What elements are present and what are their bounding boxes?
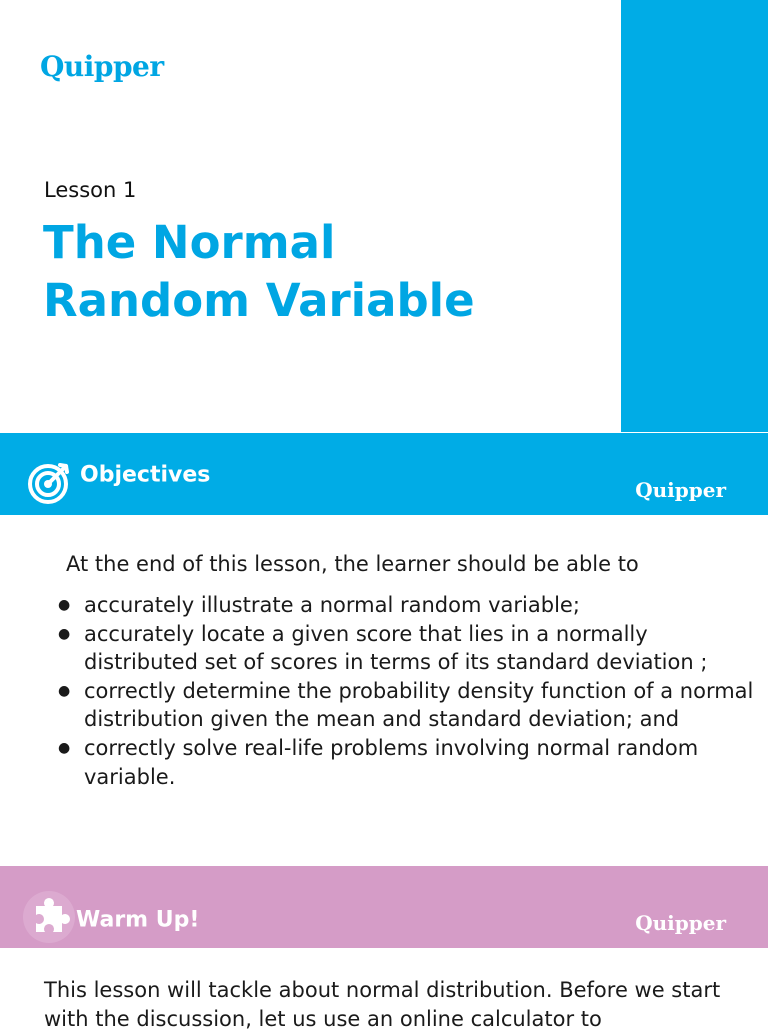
- warmup-banner: [0, 866, 768, 948]
- objectives-banner: [0, 433, 768, 515]
- objectives-list: [58, 591, 758, 791]
- quipper-logo: Quipper: [40, 50, 164, 83]
- puzzle-icon: [22, 890, 76, 944]
- list-item: ● accurately illustrate a normal random variable;: [58, 591, 758, 620]
- quipper-logo: Quipper: [635, 478, 726, 502]
- list-item: ● correctly determine the probability density function of a normal distribution given the mean and standard deviation; and: [58, 677, 758, 734]
- objectives-heading: Objectives: [80, 462, 211, 488]
- warmup-heading: Warm Up!: [76, 907, 200, 933]
- lesson-title: [43, 214, 475, 330]
- list-item: ● correctly solve real-life problems involving normal random variable.: [58, 734, 758, 791]
- warmup-text: This lesson will tackle about normal distribution. Before we start with the discussion, let us use an online calculator to: [44, 978, 721, 1031]
- accent-side-bar: [621, 0, 768, 432]
- lesson-label: Lesson 1: [44, 178, 137, 202]
- quipper-logo: Quipper: [635, 911, 726, 935]
- objectives-intro: At the end of this lesson, the learner should be able to: [66, 552, 639, 576]
- target-icon: [28, 460, 72, 504]
- list-item: ● accurately locate a given score that lies in a normally distributed set of scores in terms of its standard deviation ;: [58, 620, 758, 677]
- title-line-2: Random Variable: [43, 274, 475, 327]
- title-line-1: The Normal: [43, 216, 336, 269]
